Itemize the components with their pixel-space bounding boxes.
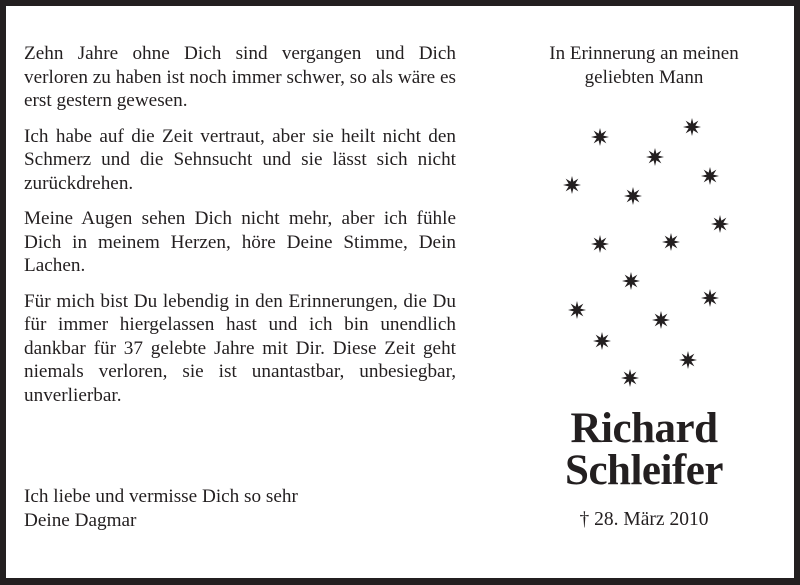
memorial-poem <box>24 42 456 419</box>
death-date-line <box>508 508 780 532</box>
eight-pointed-star-icon <box>652 311 670 329</box>
eight-pointed-star-icon <box>683 118 701 136</box>
deceased-name <box>508 405 780 494</box>
eight-pointed-star-icon <box>701 167 719 185</box>
eight-pointed-star-icon <box>711 215 729 233</box>
eight-pointed-star-icon <box>701 289 719 307</box>
death-date: 28. März 2010 <box>594 509 709 530</box>
poem-paragraph-4: Für mich bist Du lebendig in den Erinnerungen, die Du für immer hiergelassen hast und ich bin unendlich dankbar für 37 gelebte Jahre mit Dir. Diese Zeit geht niemals verloren, sie ist unantastbar, unbesiegbar, unverlierbar. <box>24 290 456 406</box>
eight-pointed-star-icon <box>563 176 581 194</box>
eight-pointed-star-icon <box>593 332 611 350</box>
eight-pointed-star-icon <box>622 272 640 290</box>
intro-line-2: geliebten Mann <box>584 66 704 88</box>
cross-icon: † <box>579 509 590 530</box>
eight-pointed-star-icon <box>624 187 642 205</box>
poem-paragraph-2: Ich habe auf die Zeit vertraut, aber sie heilt nicht den Schmerz und die Sehnsucht und sie lässt sich nicht zurückdrehen. <box>24 125 456 194</box>
closing-line: Ich liebe und vermisse Dich so sehr <box>24 486 298 507</box>
poem-paragraph-1: Zehn Jahre ohne Dich sind vergangen und Dich verloren zu haben ist noch immer schwer, so als wäre es erst gestern gewesen. <box>24 43 456 111</box>
memorial-header <box>508 42 780 89</box>
eight-pointed-star-icon <box>591 128 609 146</box>
signature: Deine Dagmar <box>24 509 137 531</box>
poem-paragraph-3: Meine Augen sehen Dich nicht mehr, aber ich fühle Dich in meinem Herzen, höre Deine Stimme, Dein Lachen. <box>24 208 456 276</box>
intro-line-1: In Erinnerung an meinen <box>549 43 739 64</box>
eight-pointed-star-icon <box>591 235 609 253</box>
first-name: Richard <box>570 405 718 452</box>
closing-signature <box>24 485 456 532</box>
eight-pointed-star-icon <box>568 301 586 319</box>
last-name: Schleifer <box>565 447 723 494</box>
eight-pointed-star-icon <box>679 351 697 369</box>
eight-pointed-star-icon <box>621 369 639 387</box>
eight-pointed-star-icon <box>662 233 680 251</box>
eight-pointed-star-icon <box>646 148 664 166</box>
